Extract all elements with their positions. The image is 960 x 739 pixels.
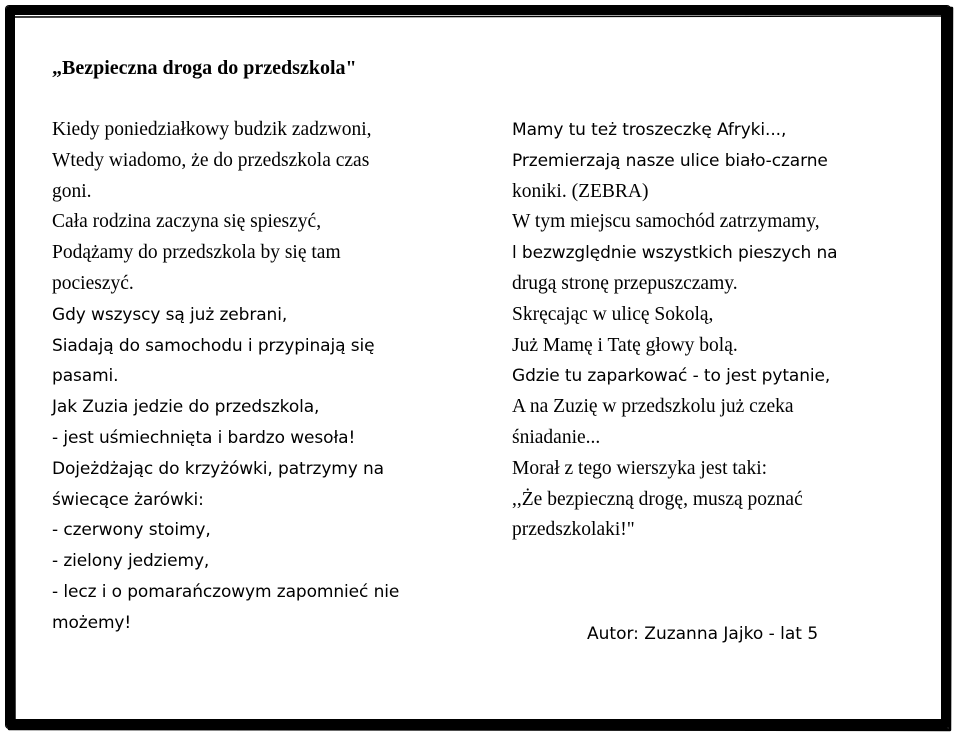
- poem-line: Już Mamę i Tatę głowy bolą.: [512, 334, 738, 356]
- poem-line: l bezwzględnie wszystkich pieszych na: [512, 243, 838, 264]
- poem-right-column: [512, 115, 837, 546]
- poem-line: Wtedy wiadomo, że do przedszkola czas: [52, 149, 370, 171]
- poem-line: Jak Zuzia jedzie do przedszkola,: [52, 397, 320, 418]
- poem-line: Skręcając w ulicę Sokolą,: [512, 303, 714, 325]
- poem-line: - zielony jedziemy,: [52, 551, 210, 572]
- poem-line: śniadanie...: [512, 426, 601, 448]
- poem-line: Siadają do samochodu i przypinają się: [52, 335, 375, 356]
- poem-line: - jest uśmiechnięta i bardzo wesoła!: [52, 427, 356, 448]
- poem-line: Mamy tu też troszeczkę Afryki...,: [512, 120, 787, 140]
- poem-line: - czerwony stoimy,: [52, 520, 211, 541]
- poem-title: „Bezpieczna droga do przedszkola": [52, 57, 357, 79]
- poem-line: Morał z tego wierszyka jest taki:: [512, 457, 768, 479]
- poem-line: Podążamy do przedszkola by się tam: [52, 242, 341, 264]
- poem-line: goni.: [52, 180, 92, 202]
- poem-line: - lecz i o pomarańczowym zapomnieć nie: [52, 581, 400, 602]
- poem-line: W tym miejscu samochód zatrzymamy,: [512, 211, 820, 233]
- poem-line: pocieszyć.: [52, 272, 134, 294]
- poem-line: przedszkolaki!": [512, 519, 635, 541]
- poem-line: Dojeżdżając do krzyżówki, patrzymy na: [52, 458, 385, 479]
- poem-line: drugą stronę przepuszczamy.: [512, 272, 738, 294]
- poem-author: Autor: Zuzanna Jajko - lat 5: [587, 624, 819, 644]
- poem-line: Kiedy poniedziałkowy budzik zadzwoni,: [52, 119, 372, 140]
- poem-line: Gdzie tu zaparkować - to jest pytanie,: [512, 366, 831, 387]
- poem-line: Gdy wszyscy są już zebrani,: [52, 304, 288, 325]
- poem-line: A na Zuzię w przedszkolu już czeka: [512, 396, 794, 418]
- poem-line: Cała rodzina zaczyna się spieszyć,: [52, 211, 322, 233]
- poem-line: świecące żarówki:: [52, 489, 204, 510]
- poem-line: Przemierzają nasze ulice biało-czarne: [512, 150, 828, 171]
- poem-line: możemy!: [52, 612, 132, 633]
- poem-line: koniki. (ZEBRA): [512, 180, 649, 202]
- poem-line: ,,Że bezpieczną drogę, muszą poznać: [512, 488, 803, 510]
- poem-line: pasami.: [52, 366, 119, 387]
- poem-left-column: [52, 115, 399, 639]
